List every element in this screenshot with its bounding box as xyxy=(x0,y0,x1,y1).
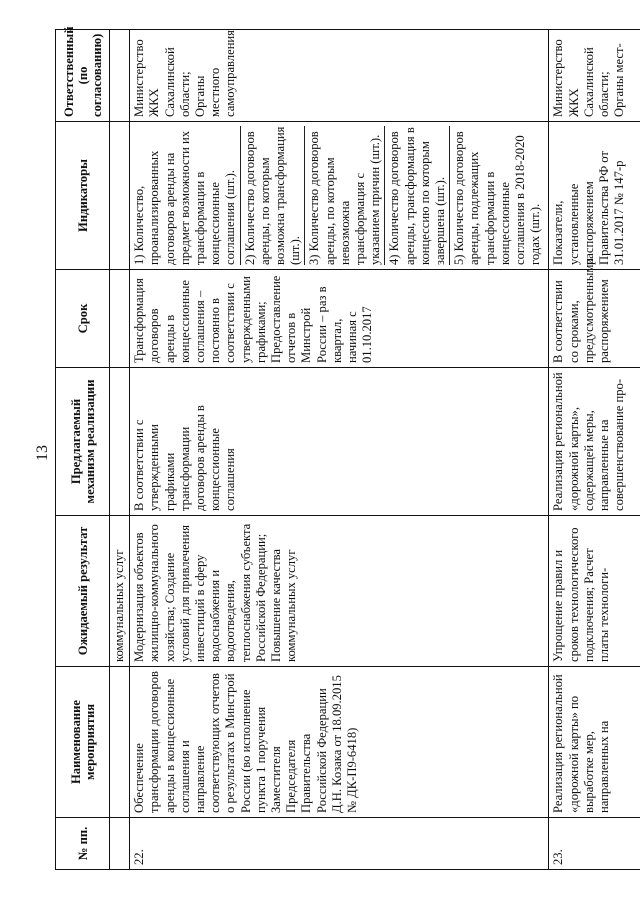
indicator-item: 2) Количество договоров аренды, по которым возможна трансформация (шт.). xyxy=(243,126,306,265)
row22-result: Модернизация объектов жилищно-коммунального хозяйства; Создание условий для привлечения инвестиций в сферу водоснабжения и водоотведения, теплоснабжения субъекта Российской Федерации; Повышение качества коммунальных услуг xyxy=(130,516,549,667)
header-deadline: Срок xyxy=(56,270,110,368)
indicator-item: 4) Количество договоров аренды, трансформация в концессию по которым завершена (шт.). xyxy=(387,126,450,265)
row22-event: Обеспечение трансформации договоров аренды в концессионные соглашения и направление соответствующих отчетов о результатах в Минстрой России (во исполнение пункта 1 поручения Заместителя Председателя Правительства Российской Федерации Д.Н. Козака от 18.09.2015 № ДК-П9-6418) xyxy=(130,667,549,818)
row22-indicators xyxy=(130,122,549,270)
row23-responsible: Министерство ЖКХ Сахалинской области; Органы мест- xyxy=(549,30,640,122)
measures-table xyxy=(55,26,640,870)
header-event: Наименование мероприятия xyxy=(56,667,110,818)
row22-mechanism: В соответствии с утвержденными графиками трансформации договоров аренды в концессионные соглашения xyxy=(130,368,549,516)
table-row-22 xyxy=(130,30,549,870)
header-num: № пп. xyxy=(56,818,110,870)
header-mechanism: Предлагаемый механизм реализации xyxy=(56,368,110,516)
table-row-23 xyxy=(549,30,640,870)
indicator-item: 1) Количество, проанализированных договоров аренды на предмет возможности их трансформации в концессионные соглашения (шт.). xyxy=(132,126,240,265)
row23-indicators: Показатели, установленные распоряжением Правительства РФ от 31.01.2017 № 147-р xyxy=(549,122,640,270)
row22-responsible: Министерство ЖКХ Сахалинской области; Органы местного самоуправления xyxy=(130,30,549,122)
carry-indicators xyxy=(110,122,130,270)
page-number: 13 xyxy=(34,445,51,461)
row22-num: 22. xyxy=(130,818,549,870)
row23-event: Реализация региональной «дорожной карты» по выработке мер, направленных на xyxy=(549,667,640,818)
row23-result: Упрощение правил и сроков технологического подключения; Расчет платы технологи- xyxy=(549,516,640,667)
row23-deadline: В соответствии со сроками, предусмотренными распоряжением xyxy=(549,270,640,368)
carry-num xyxy=(110,818,130,870)
header-result: Ожидаемый результат xyxy=(56,516,110,667)
header-row xyxy=(56,30,110,870)
rotated-table-region xyxy=(55,26,627,870)
carry-mechanism xyxy=(110,368,130,516)
carry-event xyxy=(110,667,130,818)
indicator-item: 5) Количество договоров аренды, подлежащих трансформации в концессионные соглашения в 2018-2020 годах (шт.). xyxy=(452,131,543,265)
row23-num: 23. xyxy=(549,818,640,870)
carry-over-row xyxy=(110,30,130,870)
carry-deadline xyxy=(110,270,130,368)
carry-responsible xyxy=(110,30,130,122)
row22-deadline: Трансформация договоров аренды в концессионные соглашения – постоянно в соответствии с утвержденными графиками; Предоставление отчетов в Минстрой России – раз в квартал, начиная с 01.10.2017 xyxy=(130,270,549,368)
indicator-item: 3) Количество договоров аренды, по которым невозможна трансформация с указанием причин (шт.). xyxy=(307,126,385,265)
header-indicators: Индикаторы xyxy=(56,122,110,270)
carry-result: коммунальных услуг xyxy=(110,516,130,667)
header-responsible: Ответственный (по согласованию) xyxy=(56,30,110,122)
row23-mechanism: Реализация региональной «дорожной карты», содержащей меры, направленные на совершенствование про- xyxy=(549,368,640,516)
